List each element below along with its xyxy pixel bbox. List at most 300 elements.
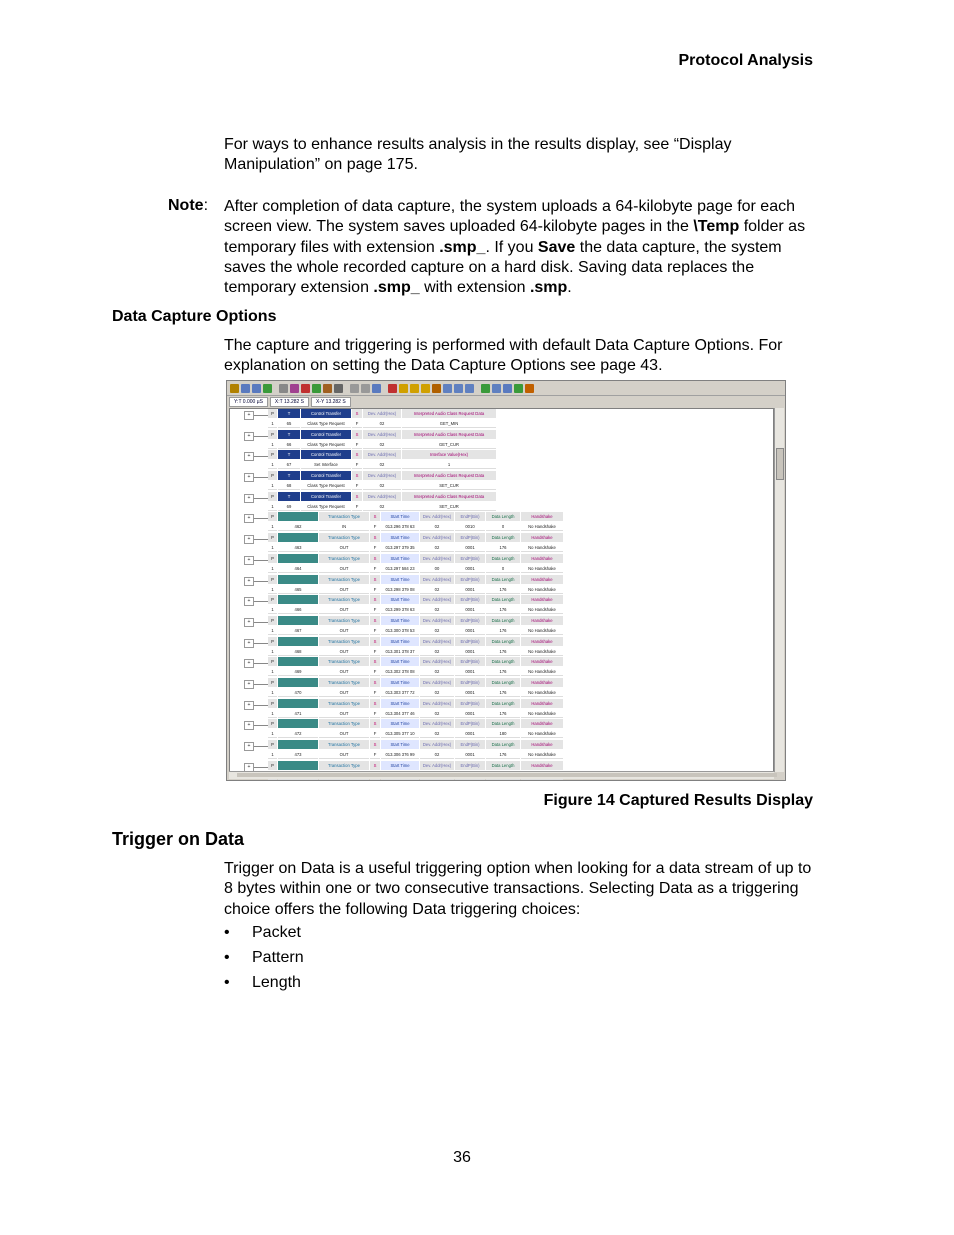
transaction-icon bbox=[278, 637, 318, 646]
data-capture-options-paragraph: The capture and triggering is performed with default Data Capture Options. For explanation on setting the Data Capture Options see page 43. bbox=[224, 337, 783, 375]
status-header: S bbox=[352, 471, 362, 480]
start-time-header: Start Time bbox=[381, 678, 419, 687]
packet-number: 68 bbox=[278, 481, 300, 490]
start-time: 013.302 378 08 bbox=[381, 667, 419, 676]
expand-toggle[interactable]: + bbox=[244, 659, 254, 668]
packet-number: 469 bbox=[278, 667, 318, 676]
endpoint: 0001 bbox=[455, 709, 485, 718]
status-header: S bbox=[370, 512, 380, 521]
packet-index: 1 bbox=[268, 460, 277, 469]
packet-number: 465 bbox=[278, 585, 318, 594]
endpoint: 0001 bbox=[455, 729, 485, 738]
packet-header: P bbox=[268, 409, 277, 418]
transaction-type-header: Transaction Type bbox=[319, 637, 369, 646]
toolbar-button-icon[interactable] bbox=[481, 384, 490, 393]
expand-toggle[interactable]: + bbox=[244, 742, 254, 751]
tree-connector bbox=[254, 518, 268, 519]
handshake: No Handshake bbox=[521, 585, 563, 594]
packet-header: P bbox=[268, 554, 277, 563]
data-length: 176 bbox=[486, 647, 520, 656]
handshake: No Handshake bbox=[521, 543, 563, 552]
status-header: S bbox=[370, 719, 380, 728]
transaction-record[interactable] bbox=[230, 740, 775, 761]
addr-header: Dev. Addr(Hex) bbox=[420, 637, 454, 646]
toolbar-button-icon[interactable] bbox=[301, 384, 310, 393]
vertical-scrollbar[interactable] bbox=[774, 408, 784, 772]
packet-number: 467 bbox=[278, 626, 318, 635]
interpreted-header: Interpreted Audio Class Request Data bbox=[402, 409, 496, 418]
toolbar-button-icon[interactable] bbox=[432, 384, 441, 393]
transfer-type-header: Control Transfer bbox=[301, 409, 351, 418]
tree-connector bbox=[254, 539, 268, 540]
record-cells bbox=[268, 616, 563, 635]
transaction-icon bbox=[278, 595, 318, 604]
toolbar-button-icon[interactable] bbox=[372, 384, 381, 393]
interpreted-header: Interpreted Audio Class Request Data bbox=[402, 471, 496, 480]
toolbar-button-icon[interactable] bbox=[421, 384, 430, 393]
start-time: 013.298 379 08 bbox=[381, 585, 419, 594]
expand-toggle[interactable]: + bbox=[244, 763, 254, 772]
start-time: 013.303 377 72 bbox=[381, 688, 419, 697]
transaction-record[interactable] bbox=[230, 616, 775, 637]
transaction-type: OUT bbox=[319, 564, 369, 573]
transaction-icon bbox=[278, 657, 318, 666]
tree-connector bbox=[254, 456, 268, 457]
expand-toggle[interactable]: + bbox=[244, 618, 254, 627]
start-time-header: Start Time bbox=[381, 616, 419, 625]
record-cells bbox=[268, 512, 563, 531]
transaction-icon bbox=[278, 575, 318, 584]
endpoint-header: EndP(Bin) bbox=[455, 575, 485, 584]
expand-toggle[interactable]: + bbox=[244, 680, 254, 689]
endpoint: 0001 bbox=[455, 750, 485, 759]
status-header: S bbox=[370, 575, 380, 584]
status-header: S bbox=[352, 430, 362, 439]
data-length: 180 bbox=[486, 729, 520, 738]
packet-index: 1 bbox=[268, 481, 277, 490]
status-flag: F bbox=[352, 440, 362, 449]
tree-connector bbox=[254, 581, 268, 582]
request-type: Class Type Request bbox=[301, 419, 351, 428]
data-length-header: Data Length bbox=[486, 740, 520, 749]
transfer-type-header: Control Transfer bbox=[301, 430, 351, 439]
toolbar-button-icon[interactable] bbox=[241, 384, 250, 393]
transaction-icon bbox=[278, 616, 318, 625]
toolbar-button-icon[interactable] bbox=[263, 384, 272, 393]
start-time-header: Start Time bbox=[381, 637, 419, 646]
handshake-header: Handshake bbox=[521, 637, 563, 646]
record-cells bbox=[268, 740, 563, 759]
endpoint: 0001 bbox=[455, 543, 485, 552]
tree-connector bbox=[254, 767, 268, 768]
transaction-record[interactable] bbox=[230, 575, 775, 596]
interpreted-value: 1 bbox=[402, 460, 496, 469]
status-header: S bbox=[370, 533, 380, 542]
packet-index: 1 bbox=[268, 564, 277, 573]
toolbar-button-icon[interactable] bbox=[388, 384, 397, 393]
addr-header: Dev. Addr(Hex) bbox=[420, 533, 454, 542]
transfer-icon: T bbox=[278, 471, 300, 480]
packet-header: P bbox=[268, 533, 277, 542]
status-header: S bbox=[370, 595, 380, 604]
start-time: 013.296 378 63 bbox=[381, 522, 419, 531]
control-transfer-record[interactable] bbox=[230, 430, 775, 451]
request-type: Class Type Request bbox=[301, 440, 351, 449]
transaction-type-header: Transaction Type bbox=[319, 657, 369, 666]
handshake: No Handshake bbox=[521, 522, 563, 531]
addr-header: Dev. Addr(Hex) bbox=[363, 409, 401, 418]
transaction-type-header: Transaction Type bbox=[319, 719, 369, 728]
handshake-header: Handshake bbox=[521, 616, 563, 625]
transaction-record[interactable] bbox=[230, 512, 775, 533]
device-address: 02 bbox=[420, 543, 454, 552]
tree-connector bbox=[254, 705, 268, 706]
toolbar-button-icon[interactable] bbox=[465, 384, 474, 393]
endpoint-header: EndP(Bin) bbox=[455, 637, 485, 646]
transaction-record[interactable] bbox=[230, 554, 775, 575]
tree-connector bbox=[254, 498, 268, 499]
expand-toggle[interactable]: + bbox=[244, 432, 254, 441]
addr-header: Dev. Addr(Hex) bbox=[420, 719, 454, 728]
addr-header: Dev. Addr(Hex) bbox=[420, 554, 454, 563]
tree-connector bbox=[254, 663, 268, 664]
device-address: 02 bbox=[420, 626, 454, 635]
packet-number: 464 bbox=[278, 564, 318, 573]
record-cells bbox=[268, 699, 563, 718]
status-flag: F bbox=[370, 564, 380, 573]
expand-toggle[interactable]: + bbox=[244, 577, 254, 586]
packet-number: 466 bbox=[278, 605, 318, 614]
toolbar-button-icon[interactable] bbox=[525, 384, 534, 393]
record-cells bbox=[268, 430, 496, 449]
start-time-header: Start Time bbox=[381, 719, 419, 728]
transaction-type: OUT bbox=[319, 585, 369, 594]
tree-connector bbox=[254, 725, 268, 726]
page-number: 36 bbox=[453, 1149, 471, 1166]
transfer-type-header: Control Transfer bbox=[301, 450, 351, 459]
start-time: 013.297 379 35 bbox=[381, 543, 419, 552]
tree-connector bbox=[254, 622, 268, 623]
status-flag: F bbox=[370, 585, 380, 594]
packet-number: 473 bbox=[278, 750, 318, 759]
handshake: No Handshake bbox=[521, 750, 563, 759]
captured-results-screenshot bbox=[226, 380, 786, 781]
start-time-header: Start Time bbox=[381, 595, 419, 604]
interpreted-header: Interface Value(Hex) bbox=[402, 450, 496, 459]
status-flag: F bbox=[370, 729, 380, 738]
handshake-header: Handshake bbox=[521, 595, 563, 604]
status-header: S bbox=[352, 450, 362, 459]
control-transfer-record[interactable] bbox=[230, 492, 775, 513]
transaction-record[interactable] bbox=[230, 678, 775, 699]
status-flag: F bbox=[352, 502, 362, 511]
device-address: 02 bbox=[363, 419, 401, 428]
start-time-header: Start Time bbox=[381, 657, 419, 666]
transaction-icon bbox=[278, 740, 318, 749]
expand-toggle[interactable]: + bbox=[244, 535, 254, 544]
addr-header: Dev. Addr(Hex) bbox=[420, 512, 454, 521]
handshake: No Handshake bbox=[521, 729, 563, 738]
status-flag: F bbox=[370, 626, 380, 635]
addr-header: Dev. Addr(Hex) bbox=[363, 471, 401, 480]
intro-paragraph: For ways to enhance results analysis in the results display, see “Display Manipulation” on page 175. bbox=[224, 136, 732, 174]
transaction-type-header: Transaction Type bbox=[319, 512, 369, 521]
record-cells bbox=[268, 575, 563, 594]
device-address: 02 bbox=[363, 460, 401, 469]
toolbar-button-icon[interactable] bbox=[361, 384, 370, 393]
data-length-header: Data Length bbox=[486, 616, 520, 625]
data-length-header: Data Length bbox=[486, 533, 520, 542]
transaction-record[interactable] bbox=[230, 719, 775, 740]
device-address: 02 bbox=[363, 502, 401, 511]
expand-toggle[interactable]: + bbox=[244, 494, 254, 503]
toolbar-button-icon[interactable] bbox=[252, 384, 261, 393]
device-address: 02 bbox=[420, 605, 454, 614]
interpreted-value: GET_CUR bbox=[402, 440, 496, 449]
transaction-type-header: Transaction Type bbox=[319, 554, 369, 563]
start-time: 013.301 378 37 bbox=[381, 647, 419, 656]
handshake-header: Handshake bbox=[521, 512, 563, 521]
endpoint-header: EndP(Bin) bbox=[455, 699, 485, 708]
status-flag: F bbox=[370, 667, 380, 676]
start-time-header: Start Time bbox=[381, 512, 419, 521]
endpoint: 0001 bbox=[455, 626, 485, 635]
tree-connector bbox=[254, 415, 268, 416]
data-length: 176 bbox=[486, 688, 520, 697]
transaction-record[interactable] bbox=[230, 699, 775, 720]
status-header: S bbox=[370, 740, 380, 749]
toolbar-button-icon[interactable] bbox=[454, 384, 463, 393]
packet-header: P bbox=[268, 595, 277, 604]
packet-index: 1 bbox=[268, 605, 277, 614]
status-header: S bbox=[370, 678, 380, 687]
status-header: S bbox=[370, 637, 380, 646]
data-length: 176 bbox=[486, 605, 520, 614]
status-header: S bbox=[370, 657, 380, 666]
device-address: 02 bbox=[420, 688, 454, 697]
start-time: 013.304 377 46 bbox=[381, 709, 419, 718]
tree-connector bbox=[254, 436, 268, 437]
handshake-header: Handshake bbox=[521, 740, 563, 749]
expand-toggle[interactable]: + bbox=[244, 514, 254, 523]
toolbar-button-icon[interactable] bbox=[290, 384, 299, 393]
packet-index: 1 bbox=[268, 440, 277, 449]
record-cells bbox=[268, 719, 563, 738]
addr-header: Dev. Addr(Hex) bbox=[420, 657, 454, 666]
transaction-type-header: Transaction Type bbox=[319, 740, 369, 749]
handshake-header: Handshake bbox=[521, 657, 563, 666]
analyzer-toolbar bbox=[227, 381, 785, 396]
toolbar-button-icon[interactable] bbox=[334, 384, 343, 393]
packet-header: P bbox=[268, 512, 277, 521]
device-address: 02 bbox=[420, 750, 454, 759]
transaction-type-header: Transaction Type bbox=[319, 616, 369, 625]
record-cells bbox=[268, 533, 563, 552]
expand-toggle[interactable]: + bbox=[244, 701, 254, 710]
transaction-type: OUT bbox=[319, 709, 369, 718]
expand-toggle[interactable]: + bbox=[244, 556, 254, 565]
tree-connector bbox=[254, 477, 268, 478]
endpoint: 0001 bbox=[455, 564, 485, 573]
request-type: Class Type Request bbox=[301, 502, 351, 511]
control-transfer-record[interactable] bbox=[230, 409, 775, 430]
results-rows bbox=[230, 409, 775, 781]
transaction-icon bbox=[278, 719, 318, 728]
vertical-scroll-thumb[interactable] bbox=[776, 448, 784, 480]
packet-header: P bbox=[268, 616, 277, 625]
packet-header: P bbox=[268, 575, 277, 584]
status-flag: F bbox=[352, 419, 362, 428]
packet-index: 1 bbox=[268, 626, 277, 635]
packet-header: P bbox=[268, 740, 277, 749]
transaction-type: OUT bbox=[319, 605, 369, 614]
transaction-icon bbox=[278, 512, 318, 521]
expand-toggle[interactable]: + bbox=[244, 597, 254, 606]
endpoint-header: EndP(Bin) bbox=[455, 533, 485, 542]
addr-header: Dev. Addr(Hex) bbox=[420, 575, 454, 584]
record-cells bbox=[268, 657, 563, 676]
data-length: 0 bbox=[486, 564, 520, 573]
control-transfer-record[interactable] bbox=[230, 450, 775, 471]
transaction-type: OUT bbox=[319, 543, 369, 552]
packet-number: 472 bbox=[278, 729, 318, 738]
endpoint: 0001 bbox=[455, 667, 485, 676]
device-address: 02 bbox=[420, 667, 454, 676]
toolbar-button-icon[interactable] bbox=[492, 384, 501, 393]
packet-index: 1 bbox=[268, 750, 277, 759]
packet-header: P bbox=[268, 719, 277, 728]
device-address: 02 bbox=[420, 709, 454, 718]
toolbar-button-icon[interactable] bbox=[503, 384, 512, 393]
toolbar-button-icon[interactable] bbox=[279, 384, 288, 393]
transaction-record[interactable] bbox=[230, 637, 775, 658]
status-header: S bbox=[370, 761, 380, 770]
packet-number: 471 bbox=[278, 709, 318, 718]
packet-header: P bbox=[268, 430, 277, 439]
start-time: 013.305 377 10 bbox=[381, 729, 419, 738]
tab-xy[interactable]: X-Y 13.282 S bbox=[311, 397, 351, 407]
expand-toggle[interactable]: + bbox=[244, 473, 254, 482]
handshake: No Handshake bbox=[521, 647, 563, 656]
start-time: 013.297 584 23 bbox=[381, 564, 419, 573]
start-time-header: Start Time bbox=[381, 740, 419, 749]
expand-toggle[interactable]: + bbox=[244, 721, 254, 730]
expand-toggle[interactable]: + bbox=[244, 452, 254, 461]
transaction-icon bbox=[278, 761, 318, 770]
transfer-icon: T bbox=[278, 450, 300, 459]
interpreted-value: SET_CUR bbox=[402, 502, 496, 511]
data-length: 176 bbox=[486, 709, 520, 718]
expand-toggle[interactable]: + bbox=[244, 639, 254, 648]
horizontal-scrollbar[interactable] bbox=[229, 771, 774, 779]
expand-toggle[interactable]: + bbox=[244, 411, 254, 420]
addr-header: Dev. Addr(Hex) bbox=[363, 492, 401, 501]
packet-index: 1 bbox=[268, 585, 277, 594]
addr-header: Dev. Addr(Hex) bbox=[420, 761, 454, 770]
toolbar-button-icon[interactable] bbox=[399, 384, 408, 393]
toolbar-button-icon[interactable] bbox=[312, 384, 321, 393]
packet-header: P bbox=[268, 678, 277, 687]
endpoint: 0001 bbox=[455, 585, 485, 594]
transaction-icon bbox=[278, 533, 318, 542]
transaction-type-header: Transaction Type bbox=[319, 699, 369, 708]
transfer-icon: T bbox=[278, 430, 300, 439]
endpoint: 0001 bbox=[455, 605, 485, 614]
packet-number: 69 bbox=[278, 502, 300, 511]
packet-number: 462 bbox=[278, 522, 318, 531]
packet-index: 1 bbox=[268, 709, 277, 718]
request-type: Class Type Request bbox=[301, 481, 351, 490]
device-address: 02 bbox=[420, 522, 454, 531]
packet-number: 468 bbox=[278, 647, 318, 656]
record-cells bbox=[268, 409, 496, 428]
note-label: Note: bbox=[168, 197, 209, 214]
data-length-header: Data Length bbox=[486, 554, 520, 563]
status-header: S bbox=[370, 616, 380, 625]
transaction-record[interactable] bbox=[230, 595, 775, 616]
trigger-on-data-heading: Trigger on Data bbox=[112, 829, 245, 849]
packet-header: P bbox=[268, 637, 277, 646]
endpoint: 0001 bbox=[455, 688, 485, 697]
data-length-header: Data Length bbox=[486, 512, 520, 521]
transaction-record[interactable] bbox=[230, 533, 775, 554]
toolbar-button-icon[interactable] bbox=[514, 384, 523, 393]
tree-connector bbox=[254, 601, 268, 602]
packet-index: 1 bbox=[268, 522, 277, 531]
transaction-record[interactable] bbox=[230, 657, 775, 678]
packet-header: P bbox=[268, 657, 277, 666]
tab-yt[interactable]: Y:T 0.000 µS bbox=[229, 397, 268, 407]
endpoint-header: EndP(Bin) bbox=[455, 657, 485, 666]
start-time: 013.300 378 53 bbox=[381, 626, 419, 635]
tab-xt[interactable]: X:T 13.282 S bbox=[270, 397, 309, 407]
tree-connector bbox=[254, 684, 268, 685]
data-length-header: Data Length bbox=[486, 678, 520, 687]
packet-index: 1 bbox=[268, 647, 277, 656]
results-pane bbox=[229, 408, 774, 772]
record-cells bbox=[268, 450, 496, 469]
packet-number: 463 bbox=[278, 543, 318, 552]
handshake-header: Handshake bbox=[521, 575, 563, 584]
transaction-type: OUT bbox=[319, 688, 369, 697]
data-length: 176 bbox=[486, 750, 520, 759]
horizontal-scroll-thumb[interactable] bbox=[237, 773, 777, 777]
toolbar-button-icon[interactable] bbox=[443, 384, 452, 393]
device-address: 02 bbox=[363, 440, 401, 449]
packet-header: P bbox=[268, 761, 277, 770]
start-time-header: Start Time bbox=[381, 761, 419, 770]
handshake: No Handshake bbox=[521, 626, 563, 635]
control-transfer-record[interactable] bbox=[230, 471, 775, 492]
device-address: 00 bbox=[420, 564, 454, 573]
packet-number: 66 bbox=[278, 440, 300, 449]
data-length-header: Data Length bbox=[486, 719, 520, 728]
addr-header: Dev. Addr(Hex) bbox=[363, 430, 401, 439]
start-time-header: Start Time bbox=[381, 533, 419, 542]
toolbar-button-icon[interactable] bbox=[323, 384, 332, 393]
toolbar-button-icon[interactable] bbox=[350, 384, 359, 393]
addr-header: Dev. Addr(Hex) bbox=[420, 699, 454, 708]
record-cells bbox=[268, 595, 563, 614]
status-header: S bbox=[352, 492, 362, 501]
status-flag: F bbox=[370, 543, 380, 552]
toolbar-button-icon[interactable] bbox=[230, 384, 239, 393]
record-cells bbox=[268, 554, 563, 573]
transaction-icon bbox=[278, 678, 318, 687]
transaction-type: OUT bbox=[319, 750, 369, 759]
status-flag: F bbox=[370, 688, 380, 697]
toolbar-button-icon[interactable] bbox=[410, 384, 419, 393]
